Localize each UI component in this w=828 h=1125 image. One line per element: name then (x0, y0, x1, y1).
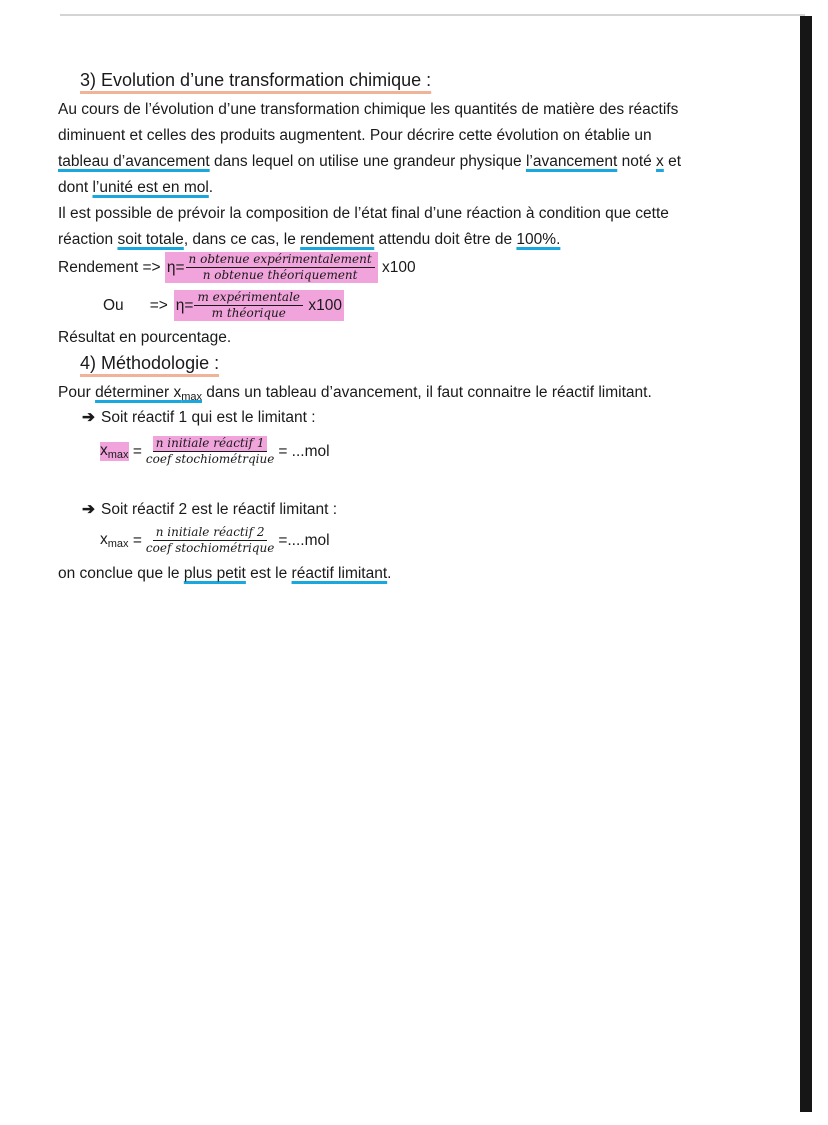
rendement-label: Rendement => (58, 258, 165, 276)
formula-highlight (165, 252, 378, 283)
section-3-title-text: 3) Evolution d’une transformation chimique : (80, 70, 432, 90)
paragraph-2-line-1: Il est possible de prévoir la composition de l’état final d’une réaction à condition que cette (58, 205, 669, 222)
eta-symbol: η= (175, 296, 194, 314)
fraction (186, 252, 375, 283)
text-span: et (663, 153, 682, 170)
fraction-denominator: m théorique (211, 306, 286, 320)
fraction (143, 436, 277, 467)
text-span: noté (617, 153, 657, 170)
paragraph-1-line-2: diminuent et celles des produits augmentent. Pour décrire cette évolution on établie un (58, 127, 652, 144)
text-span: . (208, 179, 214, 196)
ou-arrow: => (149, 296, 168, 314)
text-span: dans lequel on utilise une grandeur physique (209, 153, 526, 170)
text-span: , dans ce cas, le (183, 231, 301, 248)
subscript: max (107, 538, 129, 550)
text-span: déterminer x (95, 384, 182, 401)
fraction-denominator: n obtenue théoriquement (202, 268, 358, 282)
term-avancement: l’avancement (525, 153, 618, 170)
term-plus-petit: plus petit (183, 565, 246, 582)
fraction-denominator: coef stochiométrqiue (145, 452, 275, 466)
term-rendement: rendement (300, 231, 375, 248)
eta-symbol: η= (166, 258, 185, 276)
scan-edge-right (800, 16, 812, 1112)
term-x: x (656, 153, 664, 170)
equals-sign: = (128, 531, 142, 549)
subscript: max (107, 449, 129, 461)
term-unite-mol: l’unité est en mol (92, 179, 209, 196)
formula-xmax-1 (100, 436, 330, 467)
ou-label: Ou (103, 296, 124, 314)
xmax-symbol: x (100, 442, 108, 459)
xmax-symbol: x (100, 531, 108, 548)
section-4-title-text: 4) Méthodologie : (80, 353, 220, 373)
term-soit-totale: soit totale (117, 231, 184, 248)
paragraph-2-line-2 (58, 231, 560, 249)
result-mol: =....mol (278, 531, 330, 549)
fraction-denominator: coef stochiométrique (145, 541, 275, 555)
fraction (143, 525, 277, 556)
fraction-numerator: n obtenue expérimentalement (186, 252, 375, 268)
text-span: dans un tableau d’avancement, il faut connaitre le réactif limitant. (202, 384, 652, 401)
text-span: . (387, 565, 392, 582)
text-span: on conclue que le (58, 565, 184, 582)
section-4-title (80, 353, 219, 374)
text-span: attendu doit être de (374, 231, 517, 248)
paragraph-1-line-4 (58, 179, 213, 197)
subscript: max (181, 391, 202, 403)
result-line: Résultat en pourcentage. (58, 329, 232, 346)
xmax-highlight (100, 442, 129, 461)
text-span: dont (58, 179, 93, 196)
term-reactif-limitant: réactif limitant (291, 565, 388, 582)
term-tableau-avancement: tableau d’avancement (58, 153, 210, 170)
formula-highlight (174, 290, 344, 321)
arrow-icon: ➔ (82, 501, 95, 518)
fraction (194, 290, 303, 321)
term-100-percent: 100%. (516, 231, 561, 248)
multiplier: x100 (377, 258, 416, 276)
methodology-intro (58, 384, 652, 403)
formula-xmax-2 (100, 525, 330, 556)
text-span: Pour (58, 384, 96, 401)
formula-rendement-n (58, 252, 416, 283)
multiplier: x100 (304, 296, 342, 314)
xmax-label (100, 531, 129, 550)
formula-rendement-m (103, 290, 344, 321)
arrow-icon: ➔ (82, 409, 95, 426)
fraction-numerator: m expérimentale (194, 290, 303, 306)
case-2-line (82, 500, 337, 519)
result-mol: = ...mol (278, 442, 330, 460)
fraction-numerator: n initiale réactif 2 (153, 525, 268, 541)
case-1-text: Soit réactif 1 qui est le limitant : (101, 409, 316, 426)
conclusion-line (58, 565, 391, 583)
case-1-line (82, 408, 316, 427)
case-2-text: Soit réactif 2 est le réactif limitant : (101, 501, 338, 518)
paragraph-1-line-1: Au cours de l’évolution d’une transformation chimique les quantités de matière des réactifs (58, 101, 679, 118)
scan-edge-top (60, 14, 805, 16)
text-span: réaction (58, 231, 118, 248)
text-span: est le (245, 565, 292, 582)
section-3-title (80, 70, 431, 91)
term-determiner-xmax (95, 384, 202, 401)
paragraph-1-line-3 (58, 153, 681, 171)
fraction-numerator: n initiale réactif 1 (153, 436, 268, 452)
equals-sign: = (128, 442, 142, 460)
